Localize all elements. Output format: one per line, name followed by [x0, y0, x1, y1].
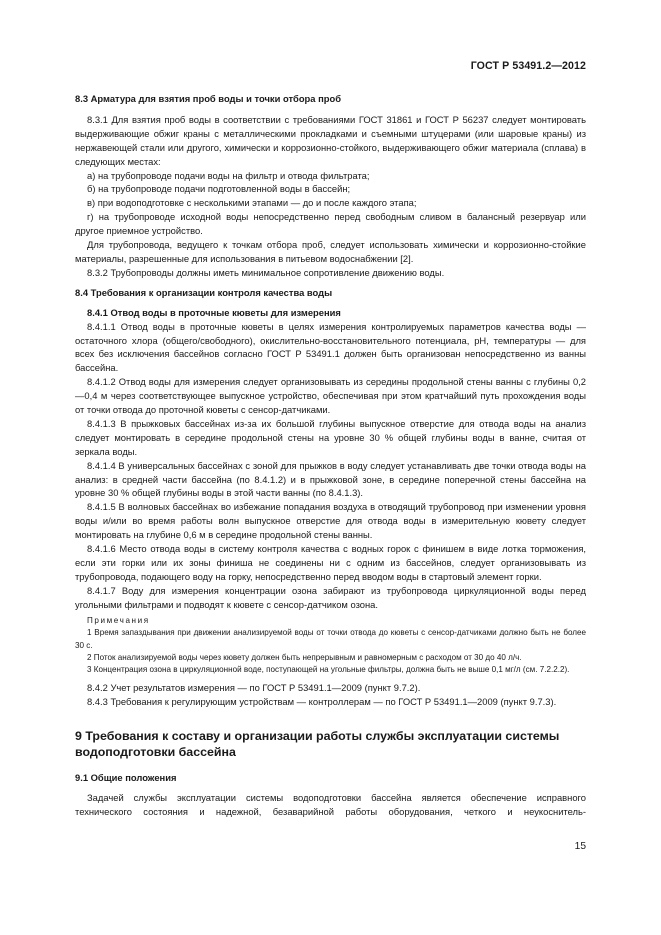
section-heading: 9 Требования к составу и организации работы службы эксплуатации системы водоподготовки бассейна — [75, 728, 560, 760]
paragraph: б) на трубопроводе подачи подготовленной воды в бассейн; — [87, 183, 351, 195]
note-item: 1 Время запаздывания при движении анализируемой воды от точки отвода до кюветы с сенсор-датчиками должно быть не более 30 с. — [75, 628, 586, 650]
subsection-heading: 8.4 Требования к организации контроля качества воды — [75, 286, 333, 298]
paragraph: 8.4.1.1 Отвод воды в проточные кюветы в целях измерения контролируемых параметров качества воды — остаточного хлора (общего/свободного), окислительно-восстановительного потенциала, pH, температуры — для всех без исключения бассейнов согласно ГОСТ Р 53491.1 должен быть организован непосредственно из ванны бассейна. — [75, 320, 586, 374]
paragraph: 8.4.1.3 В прыжковых бассейнах из-за их большой глубины выпускное отверстие для отвода воды на анализ следует монтировать в середине продольной стены на уровне 30 % общей глубины воды в ванне, считая от зеркала воды. — [75, 417, 586, 457]
note-item: 3 Концентрация озона в циркуляционной воде, поступающей на угольные фильтры, должна быть не выше 0,1 мг/л (см. 7.2.2.2). — [87, 665, 570, 675]
paragraph: 8.3.1 Для взятия проб воды в соответствии с требованиями ГОСТ 31861 и ГОСТ Р 56237 следует монтировать выдерживающие обжиг краны с металлическими прокладками и съемными штуцерами (или шаровые краны) из нержавеющей стали или другого, химически и коррозионно-стойкого, выдерживающего обжиг материала (сплава) в следующих местах: — [75, 113, 586, 167]
paragraph: 8.4.2 Учет результатов измерения — по ГОСТ Р 53491.1—2009 (пункт 9.7.2). — [87, 681, 421, 693]
note-item: 2 Поток анализируемой воды через кювету должен быть непрерывным и равномерным с расходом от 30 до 40 л/ч. — [87, 652, 522, 662]
subsection-heading: 8.4.1 Отвод воды в проточные кюветы для измерения — [87, 306, 341, 318]
paragraph: 8.4.1.4 В универсальных бассейнах с зоной для прыжков в воду следует устанавливать две точки отвода воды на анализ: в средней части бассейна (по 8.4.1.2) и в прыжковой зоне, в середине поперечной стены бассейна на уровне 30 % общей глубины воды в этой части ванны (по 8.4.1.3). — [75, 459, 586, 499]
paragraph: Для трубопровода, ведущего к точкам отбора проб, следует использовать химически и коррозионно-стойкие материалы, разрешенные для использования в питьевом водоснабжении [2]. — [75, 239, 586, 264]
paragraph: 8.4.1.7 Воду для измерения концентрации озона забирают из трубопровода циркуляционной воды перед угольными фильтрами и подводят к кювете с сенсор-датчиком озона. — [75, 584, 586, 610]
paragraph: в) при водоподготовке с несколькими этапами — до и после каждого этапа; — [87, 197, 417, 209]
paragraph: 8.4.3 Требования к регулирующим устройствам — контроллерам — по ГОСТ Р 53491.1—2009 (пункт 9.7.3). — [87, 695, 557, 707]
paragraph: 8.4.1.5 В волновых бассейнах во избежание попадания воздуха в отводящий трубопровод при изменении уровня воды и/или во время работы волн выпускное отверстие для отвода воды в измерительную кювету следует монтировать на глубине 0,6 м в середине продольной стены ванны. — [75, 501, 586, 541]
paragraph: Задачей службы эксплуатации системы водоподготовки бассейна является обеспечение исправного технического состояния и надежной, безаварийной работы оборудования, четкого и неукоснитель- — [75, 792, 586, 818]
paragraph: 8.4.1.6 Место отвода воды в систему контроля качества с водных горок с финишем в виде лотка торможения, если эти горки или их зоны финиша не соединены ни с одним из бассейнов, следует организовывать из трубопровода, подающего воду на горку, непосредственно перед вводом воды в стартовый элемент горки. — [75, 543, 586, 582]
notes-title: Примечания — [87, 615, 150, 625]
document-code-header: ГОСТ Р 53491.2—2012 — [470, 60, 586, 72]
document-body — [75, 92, 586, 819]
paragraph: 8.4.1.2 Отвод воды для измерения следует организовывать из середины продольной стены ванны с глубины 0,2—0,4 м через соответствующее выпускное устройство, обеспечивая при этом кратчайший путь прохождения воды от точки отвода до проточной кюветы с сенсор-датчиками. — [75, 376, 586, 416]
page-number: 15 — [574, 841, 586, 852]
paragraph: 8.3.2 Трубопроводы должны иметь минимальное сопротивление движению воды. — [87, 266, 445, 278]
subsection-heading: 8.3 Арматура для взятия проб воды и точки отбора проб — [75, 93, 342, 104]
subsection-heading: 9.1 Общие положения — [75, 771, 177, 783]
paragraph: а) на трубопроводе подачи воды на фильтр и отвода фильтрата; — [87, 169, 370, 181]
paragraph: г) на трубопроводе исходной воды непосредственно перед свободным сливом в балансный резервуар или другое приемное устройство. — [75, 211, 586, 237]
